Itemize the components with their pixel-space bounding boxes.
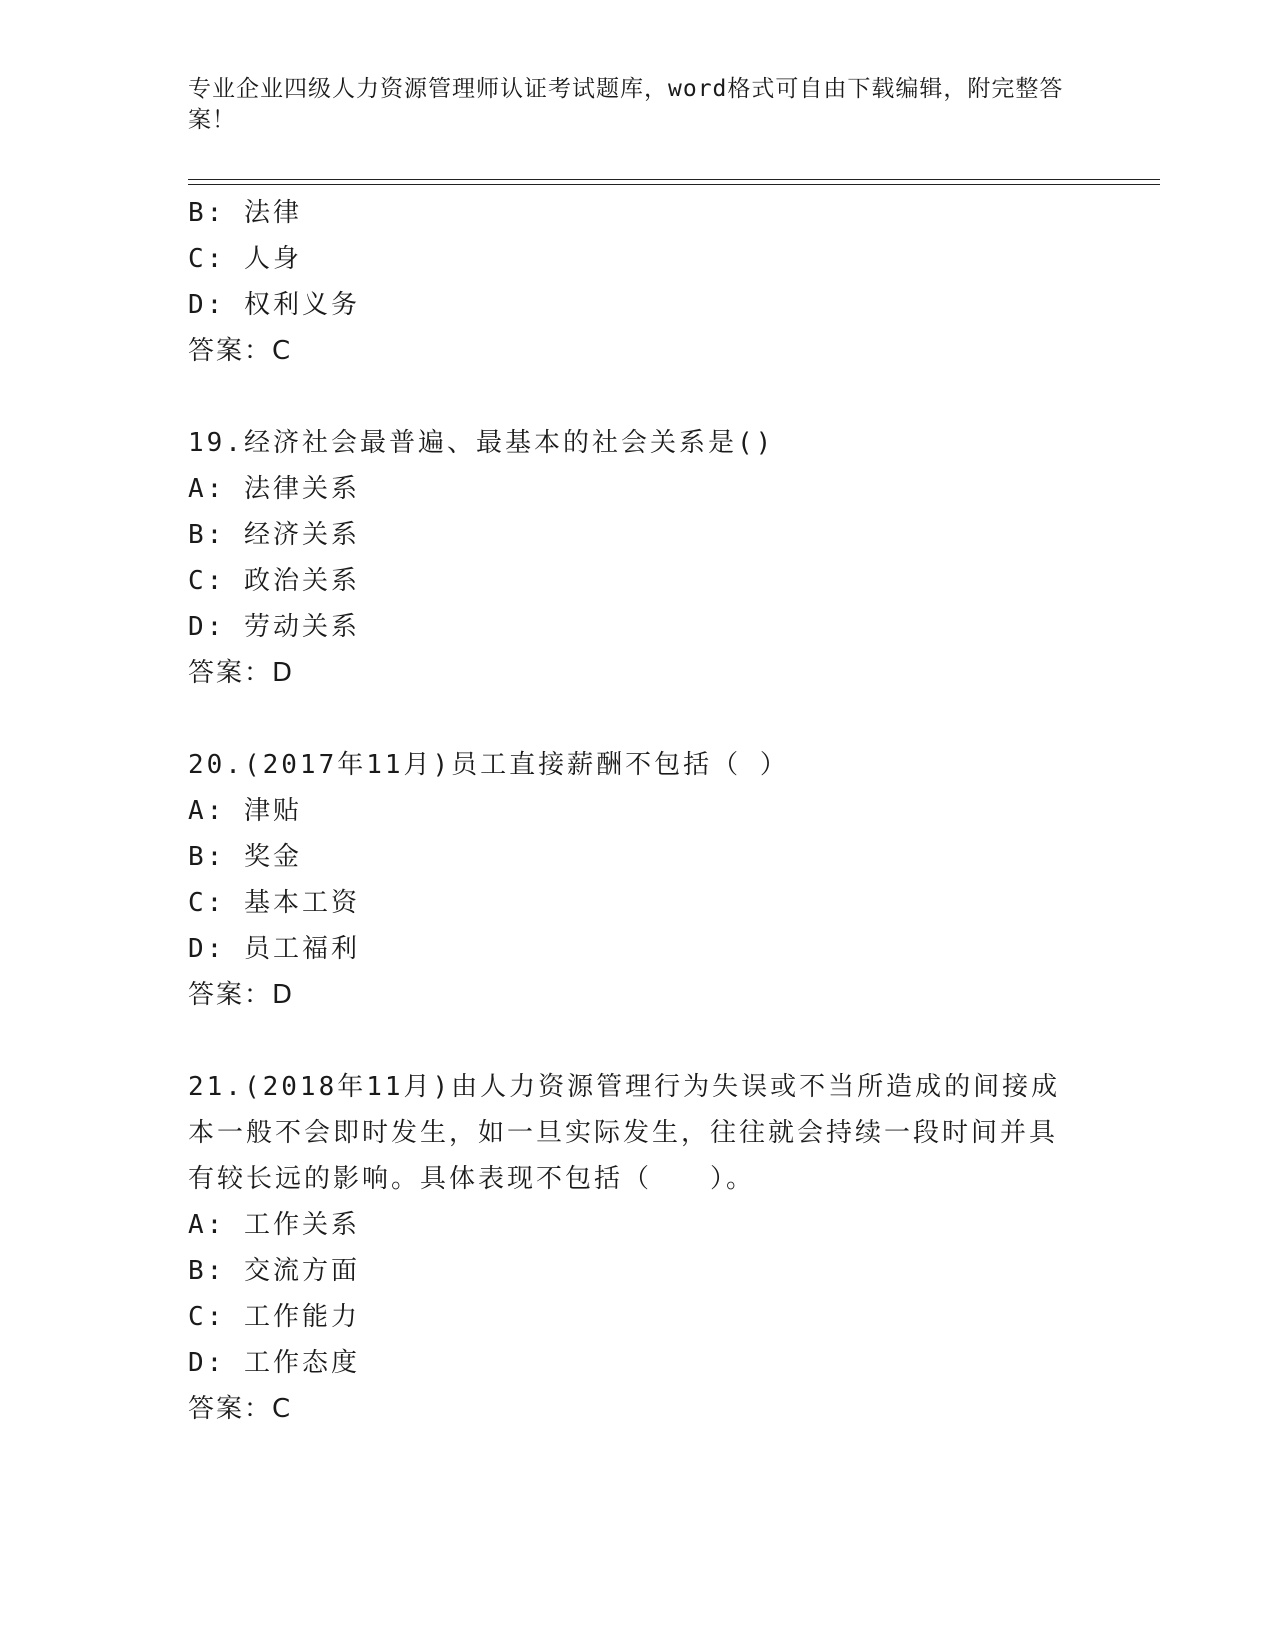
- question-item-21: [188, 1064, 1068, 1432]
- option-b: B: 奖金: [188, 842, 302, 872]
- option-c: C: 工作能力: [188, 1302, 360, 1332]
- option-a: A: 法律关系: [188, 474, 360, 504]
- document-header: 专业企业四级人力资源管理师认证考试题库，word格式可自由下载编辑，附完整答案！: [188, 76, 1064, 133]
- option-c: C: 政治关系: [188, 566, 360, 596]
- question-content: [188, 190, 1068, 1432]
- option-c: C: 人身: [188, 244, 302, 274]
- answer-line: 答案：D: [188, 980, 295, 1010]
- option-a: A: 工作关系: [188, 1210, 360, 1240]
- option-d: D: 劳动关系: [188, 612, 360, 642]
- header-rule-top: [188, 179, 1160, 180]
- option-d: D: 工作态度: [188, 1348, 360, 1378]
- header-rule-bottom: [188, 184, 1160, 185]
- option-b: B: 法律: [188, 198, 302, 228]
- question-fragment: [188, 190, 1068, 374]
- spacer: [188, 374, 1068, 420]
- option-d: D: 权利义务: [188, 290, 360, 320]
- option-b: B: 交流方面: [188, 1256, 360, 1286]
- answer-line: 答案：C: [188, 1394, 293, 1424]
- option-d: D: 员工福利: [188, 934, 360, 964]
- option-c: C: 基本工资: [188, 888, 360, 918]
- question-item-19: [188, 420, 1068, 696]
- answer-line: 答案：C: [188, 336, 293, 366]
- question-stem: 21.(2018年11月)由人力资源管理行为失误或不当所造成的间接成本一般不会即时发生，如一旦实际发生，往往就会持续一段时间并具有较长远的影响。具体表现不包括（ ）。: [188, 1072, 1061, 1194]
- option-a: A: 津贴: [188, 796, 302, 826]
- spacer: [188, 1018, 1068, 1064]
- answer-line: 答案：D: [188, 658, 295, 688]
- option-b: B: 经济关系: [188, 520, 360, 550]
- question-item-20: [188, 742, 1068, 1018]
- question-stem: 19.经济社会最普遍、最基本的社会关系是(): [188, 428, 775, 458]
- question-stem: 20.(2017年11月)员工直接薪酬不包括（ ）: [188, 750, 789, 780]
- spacer: [188, 696, 1068, 742]
